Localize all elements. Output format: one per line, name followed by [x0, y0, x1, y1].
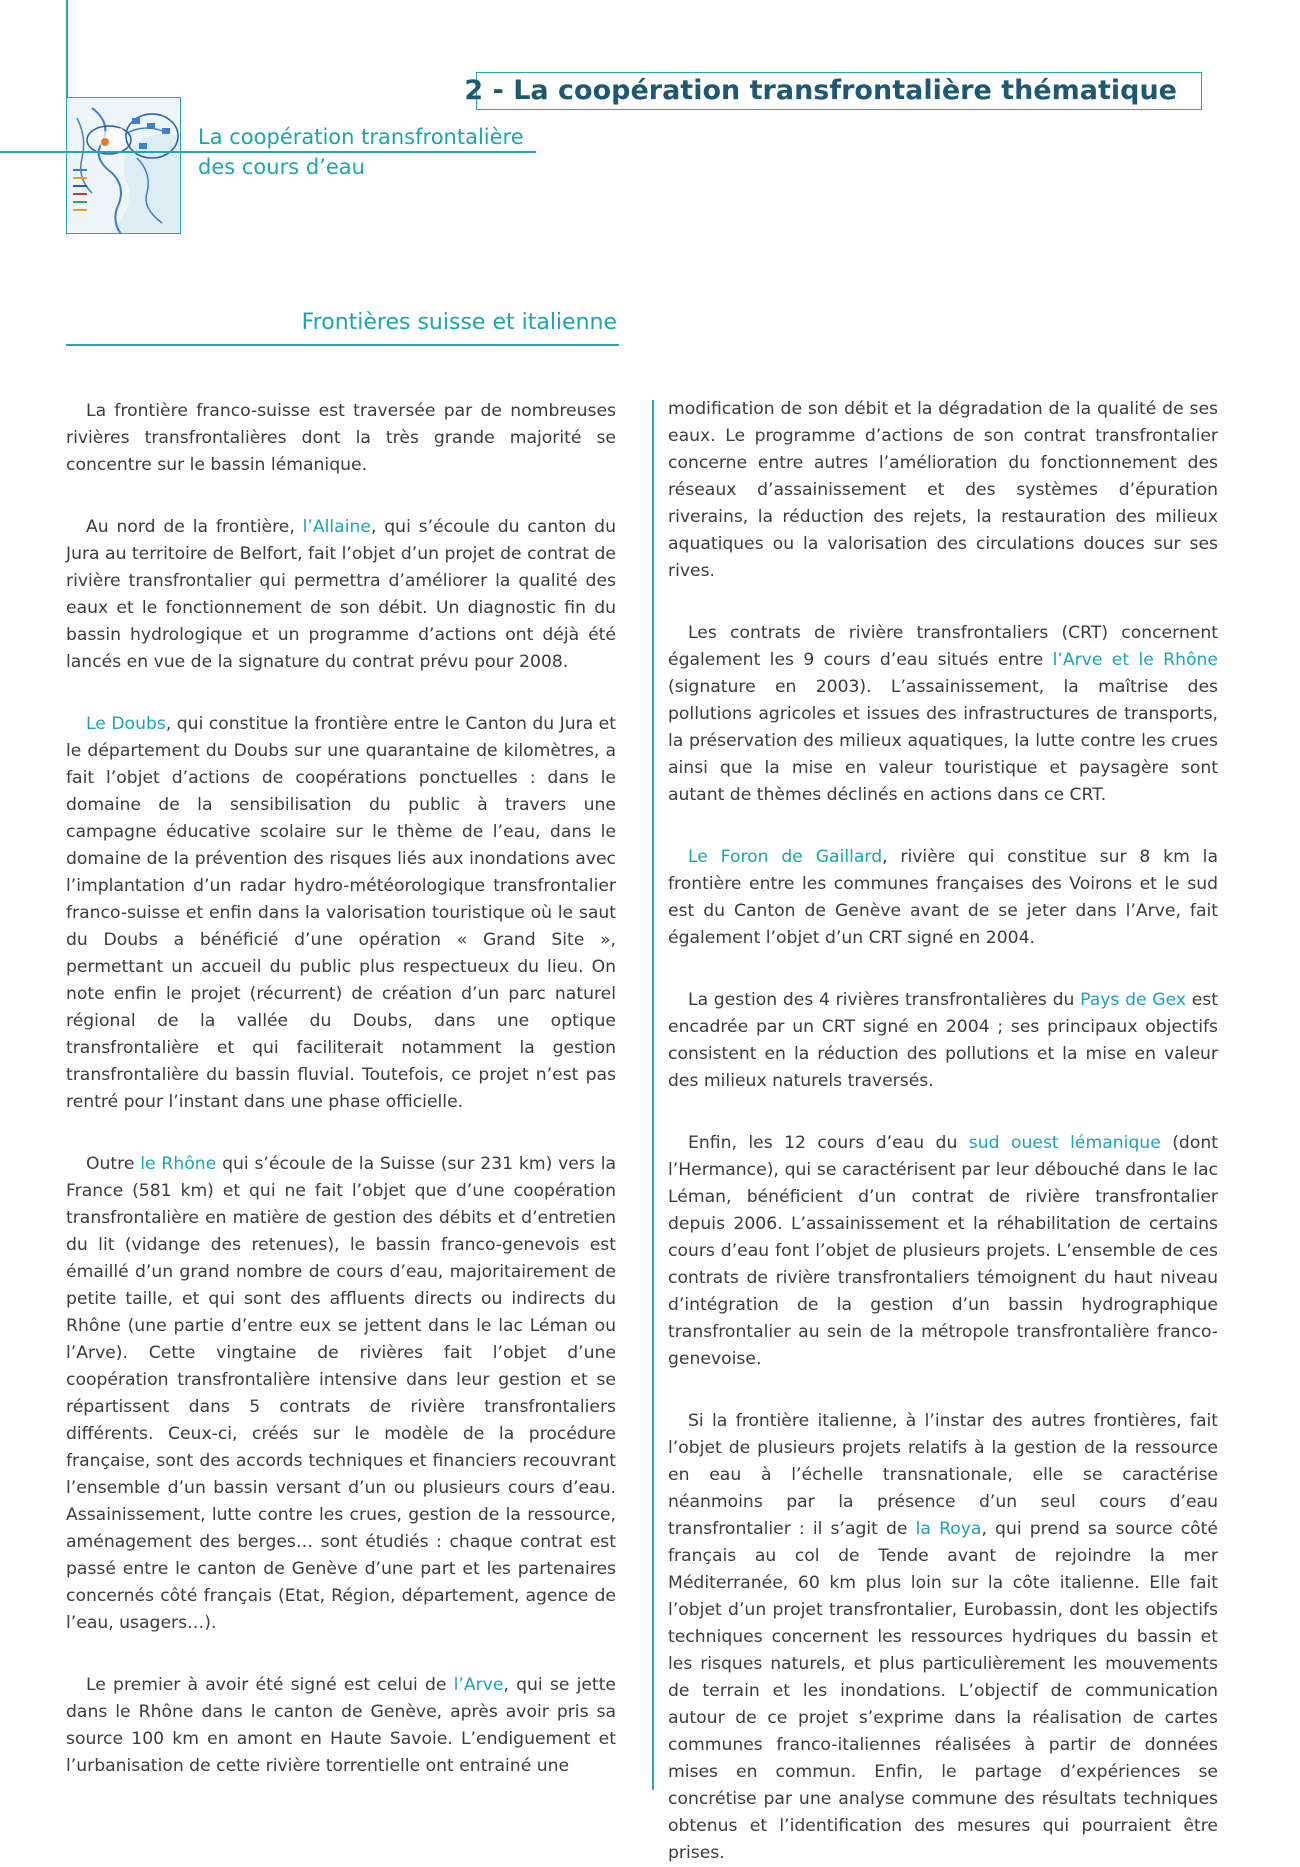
- paragraph-text: modification de son débit et la dégradation de la qualité de ses eaux. Le programme d’actions de son contrat transfrontalier concerne entre autres l’amélioration du fonctionnement des réseaux d’assainissement et des systèmes d’épuration riverains, la réduction des rejets, la restauration des milieux aquatiques ou la valorisation des circulations douces sur ses rives.: [668, 399, 1218, 581]
- column-divider: [652, 400, 654, 1790]
- section-rule: [66, 344, 619, 346]
- river-name-highlight: l’Arve et le Rhône: [1052, 650, 1218, 670]
- river-name-highlight: la Roya: [915, 1519, 982, 1539]
- paragraph: [66, 1151, 616, 1637]
- paragraph-text: , qui prend sa source côté français au col de Tende avant de rejoindre la mer Méditerranée, 60 km plus loin sur la côte italienne. Elle fait l’objet d’un projet transfrontalier, Eurobassin, dont les objectifs techniques concernent les ressources hydriques du bassin et les risques naturels, et plus particulièrement les mouvements de terrain et les inondations. L’objectif de communication autour de ce projet s’exprime dans la réalisation de cartes communes franco-italiennes réalisées à partir de données mises en commun. Enfin, le partage d’expériences se concrétise par une analyse commune des résultats techniques obtenus et l’identification des mesures qui pourraient être prises.: [668, 1519, 1218, 1863]
- river-name-highlight: le Rhône: [140, 1154, 217, 1174]
- subtitle-rule: [0, 151, 536, 153]
- paragraph: [66, 398, 616, 479]
- left-column: [66, 398, 616, 1780]
- map-thumbnail: [66, 97, 181, 234]
- paragraph: [668, 1130, 1218, 1373]
- river-name-highlight: Le Foron de Gaillard: [688, 847, 883, 867]
- paragraph-text: Les contrats de rivière transfrontaliers (CRT) concernent également les 9 cours d’eau situés entre: [668, 623, 1218, 670]
- paragraph: [668, 396, 1218, 585]
- paragraph-text: , qui constitue la frontière entre le Canton du Jura et le département du Doubs sur une quarantaine de kilomètres, a fait l’objet d’actions de coopérations ponctuelles : dans le domaine de la sensibilisation du public à travers une campagne éducative scolaire sur le thème de l’eau, dans le domaine de la prévention des risques liés aux inondations avec l’implantation d’un radar hydro-météorologique transfrontalier franco-suisse et enfin dans la valorisation touristique où le saut du Doubs a bénéficié d’une opération « Grand Site », permettant un accueil du public plus respectueux du lieu. On note enfin le projet (récurrent) de création d’un parc naturel régional de la vallée du Doubs, dans une optique transfrontalière et qui faciliterait notamment la gestion transfrontalière du bassin fluvial. Toutefois, ce projet n’est pas rentré pour l’instant dans une phase officielle.: [66, 714, 616, 1112]
- paragraph-text: La frontière franco-suisse est traversée par de nombreuses rivières transfrontalières dont la très grande majorité se concentre sur le bassin lémanique.: [66, 401, 616, 475]
- region-name-highlight: sud ouest lémanique: [968, 1133, 1161, 1153]
- header-box: [464, 72, 1202, 110]
- right-column: [668, 396, 1218, 1867]
- paragraph-text: Outre: [86, 1154, 141, 1174]
- map-icon: [67, 98, 181, 234]
- paragraph-text: La gestion des 4 rivières transfrontalières du: [688, 990, 1081, 1010]
- paragraph: [66, 514, 616, 676]
- river-name-highlight: Le Doubs: [86, 714, 166, 734]
- page-title: 2 - La coopération transfrontalière thématique: [464, 75, 1177, 106]
- subtitle-line-2: des cours d’eau: [198, 155, 365, 179]
- paragraph-text: est encadrée par un CRT signé en 2004 ; ses principaux objectifs consistent en la réduction des pollutions et la mise en valeur des milieux naturels traversés.: [668, 990, 1218, 1091]
- paragraph-text: Le premier à avoir été signé est celui de: [86, 1675, 454, 1695]
- paragraph: [668, 1408, 1218, 1867]
- paragraph: [668, 620, 1218, 809]
- paragraph: [668, 987, 1218, 1095]
- paragraph-text: , qui se jette dans le Rhône dans le canton de Genève, après avoir pris sa source 100 km en amont en Haute Savoie. L’endiguement et l’urbanisation de cette rivière torrentielle ont entrainé une: [66, 1675, 616, 1776]
- river-name-highlight: l’Allaine: [302, 517, 371, 537]
- paragraph-text: , qui s’écoule du canton du Jura au territoire de Belfort, fait l’objet d’un projet de contrat de rivière transfrontalier qui permettra d’améliorer la qualité des eaux et le fonctionnement de son débit. Un diagnostic fin du bassin hydrologique et un programme d’actions ont déjà été lancés en vue de la signature du contrat prévu pour 2008.: [66, 517, 616, 672]
- paragraph-text: Si la frontière italienne, à l’instar des autres frontières, fait l’objet de plusieurs projets relatifs à la gestion de la ressource en eau à l’échelle transnationale, elle se caractérise néanmoins par la présence d’un seul cours d’eau transfrontalier : il s’agit de: [668, 1411, 1218, 1539]
- paragraph-text: , rivière qui constitue sur 8 km la frontière entre les communes françaises des Voirons et le sud est du Canton de Genève avant de se jeter dans l’Arve, fait également l’objet d’un CRT signé en 2004.: [668, 847, 1218, 948]
- paragraph-text: qui s’écoule de la Suisse (sur 231 km) vers la France (581 km) et qui ne fait l’objet que d’une coopération transfrontalière en matière de gestion des débits et d’entretien du lit (vidange des retenues), le bassin franco-genevois est émaillé d’un grand nombre de cours d’eau, majoritairement de petite taille, et qui sont des affluents directs ou indirects du Rhône (une partie d’entre eux se jettent dans le lac Léman ou l’Arve). Cette vingtaine de rivières fait l’objet d’une coopération transfrontalière intensive dans leur gestion et se répartissent dans 5 contrats de rivière transfrontaliers différents. Ceux-ci, créés sur le modèle de la procédure française, sont des accords techniques et financiers recouvrant l’ensemble d’un bassin versant d’un ou plusieurs cours d’eau. Assainissement, lutte contre les crues, gestion de la ressource, aménagement des berges… sont étudiés : chaque contrat est passé entre le canton de Genève d’une part et les partenaires concernés côté français (Etat, Région, département, agence de l’eau, usagers…).: [66, 1154, 616, 1633]
- paragraph: [66, 1672, 616, 1780]
- region-name-highlight: Pays de Gex: [1080, 990, 1187, 1010]
- subtitle-line-1: La coopération transfrontalière: [198, 125, 524, 149]
- section-title: Frontières suisse et italienne: [301, 310, 617, 335]
- paragraph-text: Au nord de la frontière,: [86, 517, 303, 537]
- paragraph-text: (dont l’Hermance), qui se caractérisent par leur débouché dans le lac Léman, bénéficient d’un contrat de rivière transfrontalier depuis 2006. L’assainissement et la réhabilitation de certains cours d’eau font l’objet de plusieurs projets. L’ensemble de ces contrats de rivière transfrontaliers témoignent du haut niveau d’intégration de la gestion d’un bassin hydrographique transfrontalier au sein de la métropole transfrontalière franco-genevoise.: [668, 1133, 1218, 1369]
- river-name-highlight: l’Arve: [453, 1675, 504, 1695]
- paragraph-text: Enfin, les 12 cours d’eau du: [688, 1133, 969, 1153]
- paragraph-text: (signature en 2003). L’assainissement, la maîtrise des pollutions agricoles et issues des infrastructures de transports, la préservation des milieux aquatiques, la lutte contre les crues ainsi que la mise en valeur touristique et paysagère sont autant de thèmes déclinés en actions dans ce CRT.: [668, 677, 1218, 805]
- paragraph: [668, 844, 1218, 952]
- paragraph: [66, 711, 616, 1116]
